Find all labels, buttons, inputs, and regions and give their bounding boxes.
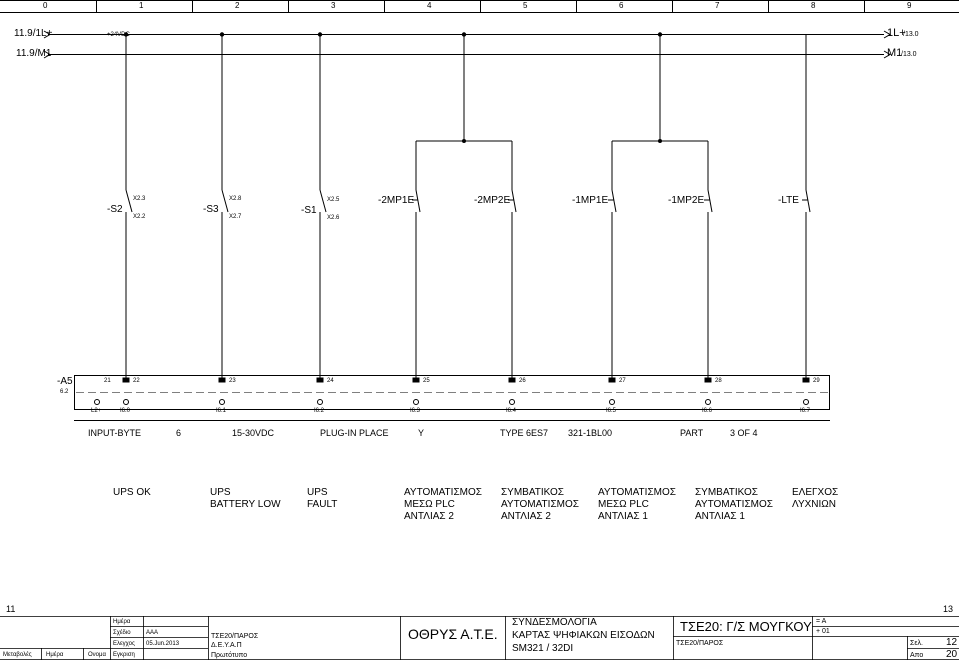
switch-terminal: X2.8 (229, 196, 242, 202)
terminal-number: 25 (423, 378, 430, 384)
module-info: PLUG-IN PLACE (320, 428, 389, 438)
rail-voltage-note: +24VDC (107, 32, 130, 38)
tb-label-name: Ονομα (88, 652, 106, 658)
rail-ref-m1: /13.0 (901, 51, 917, 58)
tb-label-drawn: Σχέδιο (113, 630, 131, 636)
module-info: 15-30VDC (232, 428, 275, 438)
module-info: 321-1BL00 (568, 428, 613, 438)
module-info: Y (418, 428, 425, 438)
terminal-number: 22 (133, 378, 140, 384)
rail-label-m1: 11.9/M1 (16, 48, 52, 59)
tb-label-checked: Ελεγχος (113, 641, 135, 647)
terminal-number: 21 (104, 378, 111, 384)
tb-eq-b: + 01 (816, 628, 830, 635)
branch-wires (126, 35, 806, 379)
tb-org-1: ΤΣΕ20/ΠΑΡΟΣ (211, 633, 259, 640)
rail-label-1l: 11.9/1L+ (14, 28, 53, 39)
terminal-marker (803, 378, 809, 382)
channel-description: ΑΥΤΟΜΑΤΙΣΜΟΣ ΜΕΣΩ PLC ΑΝΤΛΙΑΣ 1 (598, 487, 676, 522)
input-point (610, 400, 615, 405)
column-number: 4 (427, 1, 432, 10)
channel-description: ΕΛΕΓΧΟΣ ΛΥΧΝΙΩΝ (792, 487, 839, 510)
column-number: 5 (523, 1, 528, 10)
contact-label: -1MP1E (572, 195, 609, 206)
contact-label: -LTE (778, 195, 799, 206)
rail-ref-1l: /13.0 (903, 31, 919, 38)
tb-page-label: Σελ. (910, 640, 923, 647)
input-point (318, 400, 323, 405)
column-number: 6 (619, 1, 624, 10)
input-address: I6.6 (702, 408, 713, 414)
contact-label: -1MP2E (668, 195, 705, 206)
tb-eq-a: = A (816, 618, 827, 625)
switch-terminal: X2.6 (327, 215, 340, 221)
tb-drawn-by: AAA (146, 630, 159, 636)
tb-total-pages: 20 (946, 649, 958, 660)
terminal-number: 29 (813, 378, 820, 384)
input-address: I6.3 (410, 408, 421, 414)
input-address: I6.2 (314, 408, 325, 414)
channel-description: UPS OK (113, 487, 151, 498)
input-address: I6.0 (120, 408, 131, 414)
terminal-marker (317, 378, 323, 382)
module-info: 6 (176, 428, 182, 438)
module-info: 3 OF 4 (730, 428, 758, 438)
switch-terminal: X2.3 (133, 196, 146, 202)
input-address: I6.1 (216, 408, 227, 414)
switch-terminal: X2.2 (133, 214, 146, 220)
prev-page-ref[interactable]: 11 (6, 604, 16, 614)
tb-label-date: Ημέρα (113, 619, 131, 625)
terminal-marker (705, 378, 711, 382)
tb-label-approved: Εγκριση (113, 652, 135, 658)
input-address: L2+ (91, 408, 102, 414)
module-info: TYPE 6ES7 (500, 428, 549, 438)
terminal-number: 26 (519, 378, 526, 384)
input-point (95, 400, 100, 405)
channel-description: ΣΥΜΒΑΤΙΚΟΣ ΑΥΤΟΜΑΤΙΣΜΟΣ ΑΝΤΛΙΑΣ 2 (501, 487, 579, 522)
column-number: 0 (43, 1, 48, 10)
switch-label-s1: -S1 (301, 205, 317, 216)
power-rails (44, 31, 890, 58)
tb-of-label: Απο (910, 652, 924, 659)
terminal-marker (123, 378, 129, 382)
switch-label-s3: -S3 (203, 204, 219, 215)
channel-description: UPS FAULT (307, 487, 338, 510)
switch-terminal: X2.7 (229, 214, 242, 220)
terminal-number: 24 (327, 378, 334, 384)
terminal-marker (609, 378, 615, 382)
input-point (510, 400, 515, 405)
module-sub: 6.2 (60, 389, 69, 395)
module-info: PART (680, 428, 704, 438)
tb-original: Πρωτότυπο (211, 652, 248, 659)
junction-dots (124, 32, 662, 143)
contact-label: -2MP2E (474, 195, 511, 206)
terminal-marker (413, 378, 419, 382)
input-address: I6.7 (800, 408, 811, 414)
input-point (220, 400, 225, 405)
tb-check-date: 05.Jun.2013 (146, 641, 180, 647)
module-info: INPUT-BYTE (88, 428, 142, 438)
switch-terminal: X2.5 (327, 197, 340, 203)
tb-label-changes: Μεταβολές (3, 652, 32, 658)
input-point (804, 400, 809, 405)
module-label: -A5 (57, 376, 73, 387)
tb-page-number: 12 (946, 637, 958, 648)
contact-label: -2MP1E (378, 195, 415, 206)
input-point (414, 400, 419, 405)
tb-project-sub: ΤΣΕ20/ΠΑΡΟΣ (676, 640, 724, 647)
terminal-number: 27 (619, 378, 626, 384)
tb-org-2: Δ.Ε.Υ.Α.Π (211, 642, 242, 649)
column-number: 8 (811, 1, 816, 10)
input-address: I6.4 (506, 408, 517, 414)
tb-project: ΤΣΕ20: Γ/Σ ΜΟΥΓΚΟΥ (680, 619, 812, 634)
tb-title-3: SM321 / 32DI (512, 643, 574, 654)
channel-description: ΣΥΜΒΑΤΙΚΟΣ ΑΥΤΟΜΑΤΙΣΜΟΣ ΑΝΤΛΙΑΣ 1 (695, 487, 773, 522)
terminal-number: 23 (229, 378, 236, 384)
next-page-ref[interactable]: 13 (943, 604, 954, 614)
column-number: 1 (139, 1, 144, 10)
channel-description: UPS BATTERY LOW (210, 487, 281, 510)
column-number: 7 (715, 1, 720, 10)
column-number: 2 (235, 1, 240, 10)
input-address: I6.5 (606, 408, 617, 414)
terminal-marker (509, 378, 515, 382)
column-number: 3 (331, 1, 336, 10)
input-point (706, 400, 711, 405)
rail-label-m1-right: M1 (887, 47, 903, 59)
terminal-number: 28 (715, 378, 722, 384)
column-number: 9 (907, 1, 912, 10)
input-point (124, 400, 129, 405)
switch-label-s2: -S2 (107, 204, 123, 215)
tb-title-1: ΣΥΝΔΕΣΜΟΛΟΓΙΑ (512, 617, 597, 628)
tb-title-2: ΚΑΡΤΑΣ ΨΗΦΙΑΚΩΝ ΕΙΣΟΔΩΝ (512, 630, 655, 641)
rail-label-1l-right: 1L+ (887, 27, 906, 39)
tb-label-day: Ημέρα (46, 652, 64, 658)
terminal-marker (219, 378, 225, 382)
tb-company: ΟΘΡΥΣ Α.Τ.Ε. (408, 626, 498, 642)
channel-description: ΑΥΤΟΜΑΤΙΣΜΟΣ ΜΕΣΩ PLC ΑΝΤΛΙΑΣ 2 (404, 487, 482, 522)
